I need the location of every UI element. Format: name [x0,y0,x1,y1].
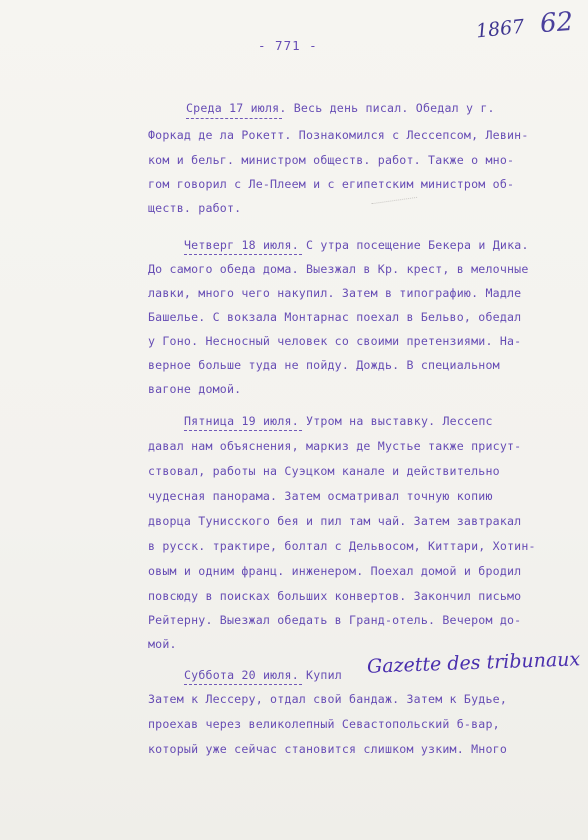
diary-line: До самого обеда дома. Выезжал в Кр. крест, в мелочные [148,262,529,276]
diary-line: чудесная панорама. Затем осматривал точную копию [148,489,493,503]
handwritten-folio-number: 62 [538,6,575,40]
diary-line: давал нам объяснения, маркиз де Мустье также присут- [148,439,522,453]
date-underline [184,254,302,255]
diary-line: у Гоно. Несносный человек со своими претензиями. На- [148,334,522,348]
pencil-mark [371,197,418,214]
diary-line: Пятница 19 июля. Утром на выставку. Лессепс [184,414,493,428]
handwritten-insert: Gazette des tribunaux [366,648,581,678]
diary-line: Рейтерну. Выезжал обедать в Гранд-отель. Вечером до- [148,613,522,627]
diary-line: мой. [148,637,177,651]
diary-line: Затем к Лессеру, отдал свой бандаж. Затем к Будье, [148,692,508,706]
diary-line: ществ. работ. [148,201,242,215]
date-underline [184,684,302,685]
diary-line: Среда 17 июля. Весь день писал. Обедал у г. [186,101,495,115]
diary-line: который уже сейчас становится слишком узким. Много [148,742,508,756]
diary-line: Башелье. С вокзала Монтарнас поехал в Бельво, обедал [148,310,522,324]
diary-line: верное больше туда не пойду. Дождь. В специальном [148,358,500,372]
diary-line: в русск. трактире, болтал с Дельвосом, Киттари, Хотин- [148,539,536,553]
page-number: - 771 - [258,38,318,53]
diary-line: Суббота 20 июля. Купил [184,668,342,682]
diary-line: ствовал, работы на Суэцком канале и действительно [148,464,500,478]
diary-line: ком и бельг. министром обществ. работ. Также о мно- [148,153,515,167]
diary-line: Форкад де ла Рокетт. Познакомился с Лессепсом, Левин- [148,128,529,142]
diary-line: повсюду в поисках больших конвертов. Закончил письмо [148,589,522,603]
diary-line: дворца Тунисского бея и пил там чай. Затем завтракал [148,514,522,528]
diary-line: гом говорил с Ле-Плеем и с египетским министром об- [148,177,515,191]
diary-line: вагоне домой. [148,382,242,396]
diary-line: проехав через великолепный Севастопольский б-вар, [148,717,500,731]
date-underline [184,430,302,431]
handwritten-year: 1867 [474,15,526,43]
diary-line: Четверг 18 июля. С утра посещение Бекера и Дика. [184,238,529,252]
date-underline [186,118,282,119]
diary-line: лавки, много чего накупил. Затем в типографию. Мадле [148,286,522,300]
diary-line: овым и одним франц. инженером. Поехал домой и бродил [148,564,522,578]
